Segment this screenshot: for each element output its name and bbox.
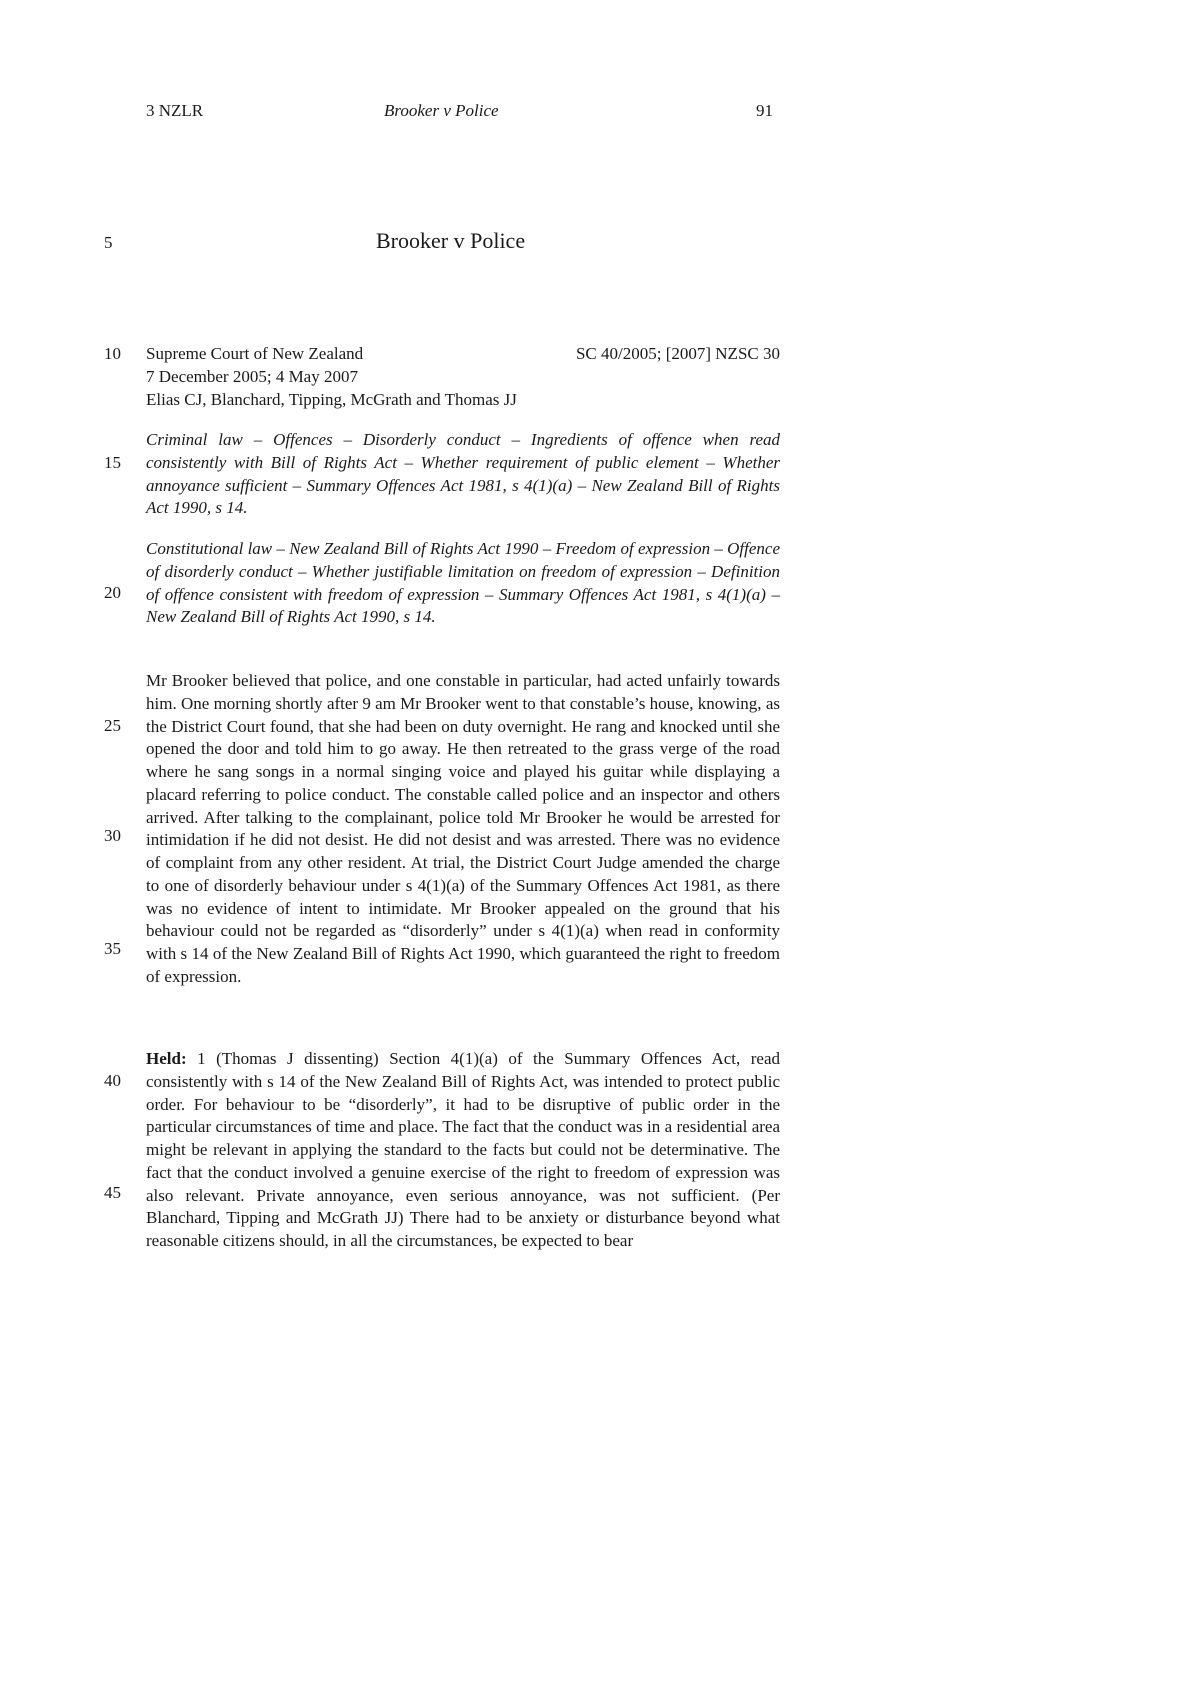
line-number-5: 5 (104, 233, 113, 252)
court-info (146, 343, 780, 411)
case-title: Brooker v Police (376, 228, 526, 253)
hearing-dates: 7 December 2005; 4 May 2007 (146, 366, 358, 386)
header-page-number: 91 (756, 101, 773, 120)
facts-paragraph: Mr Brooker believed that police, and one constable in particular, had acted unfairly towards him. One morning shortly after 9 am Mr Brooker went to that constable’s house, knowing, as the District Court found, that she had been on duty overnight. He rang and knocked until she opened the door and told him to go away. He then retreated to the grass verge of the road where he sang songs in a normal singing voice and played his guitar while displaying a placard referring to police conduct. The constable called police and an inspector and others arrived. After talking to the complainant, police told Mr Brooker he would be arrested for intimidation if he did not desist. He did not desist and was arrested. There was no evidence of complaint from any other resident. At trial, the District Court Judge amended the charge to one of disorderly behaviour under s 4(1)(a) of the Summary Offences Act 1981, as there was no evidence of intent to intimidate. Mr Brooker appealed on the ground that his behaviour could not be regarded as “disorderly” under s 4(1)(a) when read in conformity with s 14 of the New Zealand Bill of Rights Act 1990, which guaranteed the right to freedom of expression. (146, 671, 780, 986)
held-text: 1 (Thomas J dissenting) Section 4(1)(a) of the Summary Offences Act, read consistently with s 14 of the New Zealand Bill of Rights Act, was intended to protect public order. For behaviour to be “disorderly”, it had to be disruptive of public order in the particular circumstances of time and place. The fact that the conduct was in a residential area might be relevant in applying the standard to the facts but could not be determinative. The fact that the conduct involved a genuine exercise of the right to freedom of expression was also relevant. Private annoyance, even serious annoyance, was not sufficient. (Per Blanchard, Tipping and McGrath JJ) There had to be anxiety or disturbance beyond what reasonable citizens should, in all the circumstances, be expected to bear (146, 1049, 780, 1250)
header-report: 3 NZLR (146, 101, 204, 120)
catchwords-criminal-law: Criminal law – Offences – Disorderly conduct – Ingredients of offence when read consistently with Bill of Rights Act – Whether requirement of public element – Whether annoyance sufficient – Summary Offences Act 1981, s 4(1)(a) – New Zealand Bill of Rights Act 1990, s 14. (146, 430, 780, 518)
judges: Elias CJ, Blanchard, Tipping, McGrath and Thomas JJ (146, 389, 517, 409)
line-number-10: 10 (104, 344, 121, 363)
line-number-40: 40 (104, 1071, 121, 1090)
catchwords-constitutional-law: Constitutional law – New Zealand Bill of Rights Act 1990 – Freedom of expression – Offence of disorderly conduct – Whether justifiable limitation on freedom of expression – Definition of offence consistent with freedom of expression – Summary Offences Act 1981, s 4(1)(a) – New Zealand Bill of Rights Act 1990, s 14. (146, 539, 780, 627)
held-label: Held: (146, 1049, 187, 1068)
line-number-20: 20 (104, 583, 121, 602)
header-case-title: Brooker v Police (384, 101, 499, 120)
held-paragraph (146, 1048, 780, 1253)
line-number-25: 25 (104, 716, 121, 735)
court-name: Supreme Court of New Zealand (146, 344, 364, 363)
line-number-30: 30 (104, 826, 121, 845)
line-number-45: 45 (104, 1183, 121, 1202)
line-number-35: 35 (104, 939, 121, 958)
citation: SC 40/2005; [2007] NZSC 30 (575, 344, 780, 363)
line-number-15: 15 (104, 453, 121, 472)
